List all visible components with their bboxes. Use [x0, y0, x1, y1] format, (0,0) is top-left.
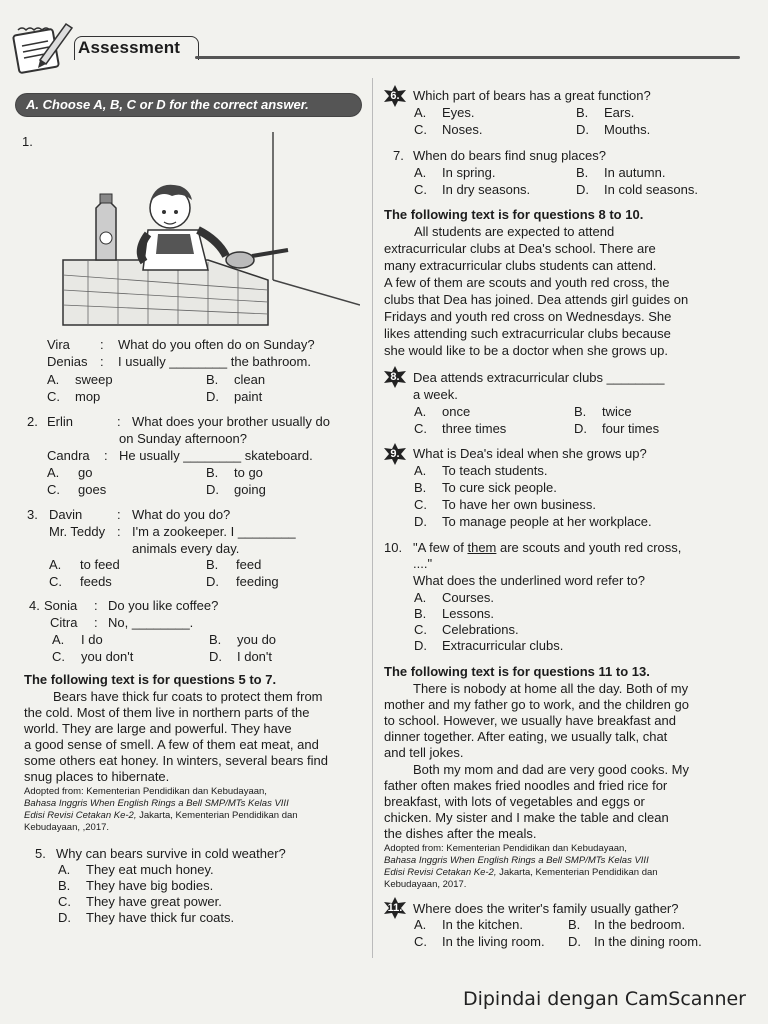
q1-b-option[interactable]: clean — [234, 372, 266, 387]
q10-underlined-word: them — [467, 540, 497, 555]
q11-b-letter: B. — [568, 917, 581, 932]
text-8-10-line: extracurricular clubs at Dea's school. There are — [384, 241, 656, 256]
q1-d-option[interactable]: paint — [234, 389, 263, 404]
source-publisher: Kebudayaan, 2017. — [384, 879, 467, 890]
source-book-title: Bahasa Inggris When English Rings a Bell SMP/MTs Kelas VIII — [384, 855, 649, 866]
q1-line-2: I usually ________ the bathroom. — [118, 354, 311, 369]
q5-c-letter: C. — [58, 894, 71, 909]
q2-d-letter: D. — [206, 482, 219, 497]
q11-number-badge: 11. — [384, 897, 406, 919]
q5-d-letter: D. — [58, 910, 71, 925]
q10-b-option[interactable]: Lessons. — [442, 606, 495, 621]
q3-number: 3. — [27, 507, 38, 522]
q6-b-letter: B. — [576, 105, 589, 120]
q1-colon-2: : — [100, 354, 104, 369]
q8-question: Dea attends extracurricular clubs ________ — [413, 370, 665, 385]
boy-cleaning-bathtub-illustration — [58, 130, 360, 330]
q1-a-option[interactable]: sweep — [75, 372, 113, 387]
source-publisher: Kebudayaan, ,2017. — [24, 822, 110, 833]
text-8-10-line: many extracurricular clubs students can attend. — [384, 258, 657, 273]
text-8-10-line: likes attending such extracurricular clubs because — [384, 326, 671, 341]
q9-b-letter: B. — [414, 480, 427, 495]
q5-a-letter: A. — [58, 862, 71, 877]
q6-c-option[interactable]: Noses. — [442, 122, 483, 137]
q3-b-letter: B. — [206, 557, 219, 572]
q9-c-option[interactable]: To have her own business. — [442, 497, 596, 512]
q4-colon-2: : — [94, 615, 98, 630]
q10-a-option[interactable]: Courses. — [442, 590, 495, 605]
q3-colon-2: : — [117, 524, 121, 539]
q2-speaker-2: Candra — [47, 448, 90, 463]
q2-line-1: What does your brother usually do — [132, 414, 330, 429]
q2-speaker-1: Erlin — [47, 414, 74, 429]
q3-d-option[interactable]: feeding — [236, 574, 279, 589]
q4-a-letter: A. — [52, 632, 65, 647]
text-11-13-line: chicken. My sister and I make the table and clean — [384, 810, 669, 825]
q1-speaker-1: Vira — [47, 337, 70, 352]
q11-b-option[interactable]: In the bedroom. — [594, 917, 686, 932]
q11-a-letter: A. — [414, 917, 427, 932]
text-11-13-line: dinner together. After eating, we usually talk, chat — [384, 729, 668, 744]
source-book-title: Bahasa Inggris When English Rings a Bell SMP/MTs Kelas VIII — [24, 798, 289, 809]
text-5-7-heading: The following text is for questions 5 to 7. — [24, 672, 277, 687]
q8-question-cont: a week. — [413, 387, 458, 402]
q7-a-option[interactable]: In spring. — [442, 165, 496, 180]
q10-c-option[interactable]: Celebrations. — [442, 622, 519, 637]
q3-line-1: What do you do? — [132, 507, 231, 522]
q2-c-option[interactable]: goes — [78, 482, 107, 497]
text-5-7-line: some others eat honey. In winters, several bears find — [24, 753, 328, 768]
text-11-13-line: to school. However, we usually have breakfast and — [384, 713, 676, 728]
q10-number: 10. — [384, 540, 403, 555]
source-line: Adopted from: Kementerian Pendidikan dan Kebudayaan, — [24, 786, 267, 797]
q4-d-letter: D. — [209, 649, 222, 664]
q11-d-letter: D. — [568, 934, 581, 949]
q3-d-letter: D. — [206, 574, 219, 589]
q9-a-option[interactable]: To teach students. — [442, 463, 548, 478]
q8-c-option[interactable]: three times — [442, 421, 507, 436]
q4-b-letter: B. — [209, 632, 222, 647]
text-8-10-line: clubs that Dea has joined. Dea attends girl guides on — [384, 292, 689, 307]
q5-d-option[interactable]: They have thick fur coats. — [86, 910, 235, 925]
text-11-13-line: breakfast, with lots of vegetables and eggs or — [384, 794, 645, 809]
q11-c-option[interactable]: In the living room. — [442, 934, 545, 949]
q8-d-option[interactable]: four times — [602, 421, 660, 436]
text-11-13-line: the dishes after the meals. — [384, 826, 537, 841]
q2-b-letter: B. — [206, 465, 219, 480]
q3-line-2: I'm a zookeeper. I ________ — [132, 524, 296, 539]
text-5-7-line: a good sense of smell. A few of them eat meat, and — [24, 737, 319, 752]
q2-c-letter: C. — [47, 482, 60, 497]
q7-d-option[interactable]: In cold seasons. — [604, 182, 698, 197]
source-edition: Edisi Revisi Cetakan Ke-2, Jakarta, Kementerian Pendidikan dan — [384, 867, 658, 878]
q1-speaker-2: Denias — [47, 354, 88, 369]
page-title: Assessment — [78, 38, 181, 57]
q6-a-letter: A. — [414, 105, 427, 120]
q1-c-option[interactable]: mop — [75, 389, 101, 404]
q6-c-letter: C. — [414, 122, 427, 137]
q8-a-letter: A. — [414, 404, 427, 419]
q9-c-letter: C. — [414, 497, 427, 512]
text-5-7-line: snug places to hibernate. — [24, 769, 170, 784]
q3-line-2b: animals every day. — [132, 541, 240, 556]
text-8-10-line: All students are expected to attend — [414, 224, 615, 239]
q6-b-option[interactable]: Ears. — [604, 105, 635, 120]
q8-b-letter: B. — [574, 404, 587, 419]
text-11-13-line: Both my mom and dad are very good cooks. My — [413, 762, 690, 777]
q2-line-2: He usually ________ skateboard. — [119, 448, 313, 463]
q4-number: 4. — [29, 598, 40, 613]
text-8-10-line: she would like to be a doctor when she grows up. — [384, 343, 669, 358]
text-11-13-line: father often makes fried noodles and fried rice for — [384, 778, 668, 793]
q5-a-option[interactable]: They eat much honey. — [86, 862, 214, 877]
q6-a-option[interactable]: Eyes. — [442, 105, 475, 120]
q5-question: Why can bears survive in cold weather? — [56, 846, 286, 861]
q1-b-letter: B. — [206, 372, 219, 387]
q1-c-letter: C. — [47, 389, 60, 404]
q2-number: 2. — [27, 414, 38, 429]
q3-a-letter: A. — [49, 557, 62, 572]
text-8-10-heading: The following text is for questions 8 to 10. — [384, 207, 644, 222]
q8-b-option[interactable]: twice — [602, 404, 632, 419]
q8-a-option[interactable]: once — [442, 404, 471, 419]
q10-a-letter: A. — [414, 590, 427, 605]
q10-c-letter: C. — [414, 622, 427, 637]
q5-number: 5. — [35, 846, 46, 861]
q10-quote-end: ...." — [413, 556, 433, 571]
source-line: Adopted from: Kementerian Pendidikan dan Kebudayaan, — [384, 843, 627, 854]
q7-c-letter: C. — [414, 182, 427, 197]
q6-number-badge: 6. — [384, 85, 406, 107]
text-5-7-line: world. They are large and powerful. They have — [24, 721, 292, 736]
q4-a-option[interactable]: I do — [81, 632, 103, 647]
q7-d-letter: D. — [576, 182, 589, 197]
column-divider — [372, 78, 373, 958]
q7-b-letter: B. — [576, 165, 589, 180]
q10-question: What does the underlined word refer to? — [413, 573, 645, 588]
q3-c-option[interactable]: feeds — [80, 574, 112, 589]
q11-a-option[interactable]: In the kitchen. — [442, 917, 523, 932]
q2-colon-1: : — [117, 414, 121, 429]
text-11-13-line: There is nobody at home all the day. Both of my — [413, 681, 689, 696]
q3-b-option[interactable]: feed — [236, 557, 262, 572]
q8-d-letter: D. — [574, 421, 587, 436]
q2-line-1b: on Sunday afternoon? — [119, 431, 247, 446]
q1-d-letter: D. — [206, 389, 219, 404]
q7-a-letter: A. — [414, 165, 427, 180]
q9-d-option[interactable]: To manage people at her workplace. — [442, 514, 652, 529]
q11-d-option[interactable]: In the dining room. — [594, 934, 702, 949]
q4-d-option[interactable]: I don't — [237, 649, 273, 664]
q9-a-letter: A. — [414, 463, 427, 478]
q6-question: Which part of bears has a great function? — [413, 88, 651, 103]
text-5-7-line: the cold. Most of them live in northern parts of the — [24, 705, 310, 720]
camscanner-watermark: Dipindai dengan CamScanner — [462, 988, 746, 1010]
source-edition: Edisi Revisi Cetakan Ke-2, Jakarta, Kementerian Pendidikan dan — [24, 810, 298, 821]
q4-colon-1: : — [94, 598, 98, 613]
q5-b-letter: B. — [58, 878, 71, 893]
q2-colon-2: : — [104, 448, 108, 463]
header-rule — [195, 56, 740, 59]
q2-a-option[interactable]: go — [78, 465, 93, 480]
q10-d-option[interactable]: Extracurricular clubs. — [442, 638, 564, 653]
text-11-13-line: and tell jokes. — [384, 745, 464, 760]
q9-question: What is Dea's ideal when she grows up? — [413, 446, 647, 461]
q3-a-option[interactable]: to feed — [80, 557, 120, 572]
text-8-10-line: A few of them are scouts and youth red cross, the — [384, 275, 670, 290]
q4-b-option[interactable]: you do — [237, 632, 277, 647]
q4-line-2: No, ________. — [108, 615, 194, 630]
q2-a-letter: A. — [47, 465, 60, 480]
q2-d-option[interactable]: going — [234, 482, 266, 497]
q1-colon-1: : — [100, 337, 104, 352]
q11-question: Where does the writer's family usually gather? — [413, 901, 679, 916]
q8-c-letter: C. — [414, 421, 427, 436]
q3-c-letter: C. — [49, 574, 62, 589]
q1-number: 1. — [22, 134, 33, 149]
notepad-pencil-icon — [10, 20, 74, 76]
q6-d-letter: D. — [576, 122, 589, 137]
text-8-10-line: Fridays and youth red cross on Wednesdays. She — [384, 309, 672, 324]
q9-d-letter: D. — [414, 514, 427, 529]
text-11-13-heading: The following text is for questions 11 to 13. — [384, 664, 650, 679]
section-a-instruction: A. Choose A, B, C or D for the correct answer. — [16, 94, 361, 116]
q1-a-letter: A. — [47, 372, 60, 387]
q4-speaker-2: Citra — [50, 615, 78, 630]
q4-c-letter: C. — [52, 649, 65, 664]
text-5-7-line: Bears have thick fur coats to protect them from — [53, 689, 323, 704]
q11-c-letter: C. — [414, 934, 427, 949]
text-11-13-line: mother and my father go to work, and the children go — [384, 697, 689, 712]
q5-c-option[interactable]: They have great power. — [86, 894, 222, 909]
q6-d-option[interactable]: Mouths. — [604, 122, 651, 137]
q5-b-option[interactable]: They have big bodies. — [86, 878, 214, 893]
q10-quote: "A few of them are scouts and youth red cross, — [413, 540, 682, 555]
q7-number: 7. — [393, 148, 404, 163]
q10-b-letter: B. — [414, 606, 427, 621]
q7-c-option[interactable]: In dry seasons. — [442, 182, 531, 197]
q8-number-badge: 8. — [384, 366, 406, 388]
q4-line-1: Do you like coffee? — [108, 598, 219, 613]
q9-b-option[interactable]: To cure sick people. — [442, 480, 557, 495]
q4-speaker-1: Sonia — [44, 598, 78, 613]
q4-c-option[interactable]: you don't — [81, 649, 134, 664]
q10-d-letter: D. — [414, 638, 427, 653]
q7-b-option[interactable]: In autumn. — [604, 165, 666, 180]
q3-speaker-1: Davin — [49, 507, 83, 522]
q7-question: When do bears find snug places? — [413, 148, 606, 163]
q1-line-1: What do you often do on Sunday? — [118, 337, 315, 352]
q3-speaker-2: Mr. Teddy — [49, 524, 106, 539]
q2-b-option[interactable]: to go — [234, 465, 263, 480]
q3-colon-1: : — [117, 507, 121, 522]
q9-number-badge: 9. — [384, 443, 406, 465]
